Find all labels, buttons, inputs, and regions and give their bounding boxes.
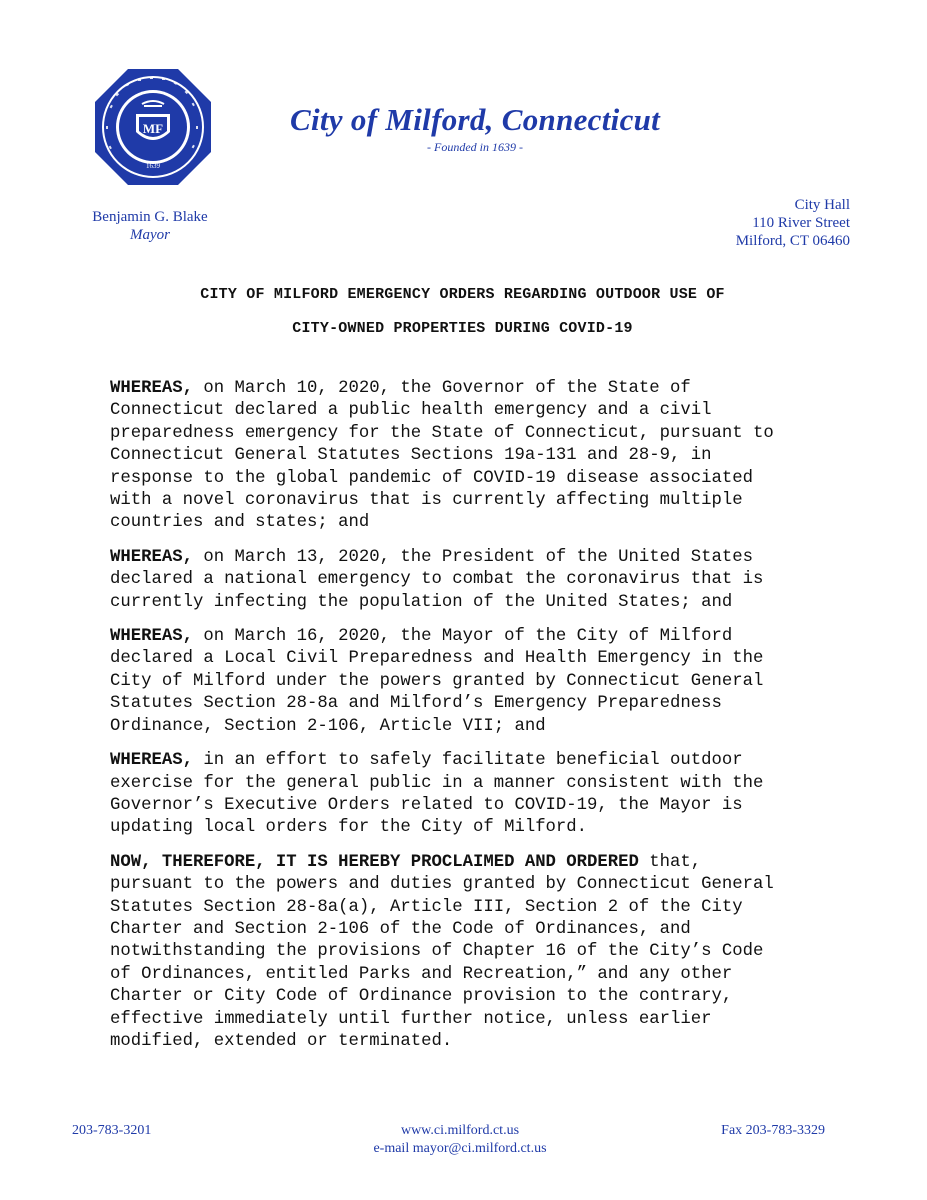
paragraph-lead: WHEREAS, [110, 627, 193, 647]
paragraph-line: with a novel coronavirus that is currently affecting multiple [110, 491, 743, 511]
paragraph-line: WHEREAS, on March 13, 2020, the President of the United States [110, 547, 753, 567]
document-title-line-2: CITY-OWNED PROPERTIES DURING COVID-19 [292, 320, 633, 337]
mayor-block [50, 208, 250, 244]
paragraph-line: effective immediately until further notice, unless earlier [110, 1009, 712, 1029]
paragraph-lead: NOW, THEREFORE, IT IS HEREBY PROCLAIMED AND ORDERED [110, 852, 639, 872]
paragraph-now-therefore [110, 852, 830, 1054]
paragraph-line: Ordinance, Section 2-106, Article VII; and [110, 716, 546, 736]
footer-phone: 203-783-3201 [72, 1123, 152, 1138]
paragraph-line: Connecticut General Statutes Sections 19a-131 and 28-9, in [110, 446, 712, 466]
paragraph-lead: WHEREAS, [110, 751, 193, 771]
paragraph-line: declared a national emergency to combat the coronavirus that is [110, 570, 764, 590]
paragraph-line: currently infecting the population of the United States; and [110, 592, 733, 612]
paragraph-whereas-3 [110, 626, 830, 738]
paragraph-line: pursuant to the powers and duties granted by Connecticut General [110, 875, 774, 895]
paragraph-line: NOW, THEREFORE, IT IS HEREBY PROCLAIMED AND ORDERED that, [110, 852, 702, 872]
paragraph-line: preparedness emergency for the State of Connecticut, pursuant to [110, 423, 774, 443]
paragraph-line: City of Milford under the powers granted by Connecticut General [110, 671, 764, 691]
paragraph-line: declared a Local Civil Preparedness and Health Emergency in the [110, 649, 764, 669]
paragraph-line: of Ordinances, entitled Parks and Recreation,” and any other [110, 964, 733, 984]
paragraph-line: modified, extended or terminated. [110, 1031, 453, 1051]
paragraph-line: exercise for the general public in a manner consistent with the [110, 773, 764, 793]
paragraph-whereas-1 [110, 378, 830, 535]
paragraph-line: Statutes Section 28-8a(a), Article III, Section 2 of the City [110, 897, 743, 917]
paragraph-line: WHEREAS, on March 10, 2020, the Governor of the State of [110, 379, 691, 398]
paragraph-line: Connecticut declared a public health emergency and a civil [110, 401, 712, 421]
letterhead [290, 102, 660, 155]
seal-monogram: MF [142, 121, 164, 136]
footer-fax: Fax 203-783-3329 [721, 1123, 825, 1138]
document-title-line-1: CITY OF MILFORD EMERGENCY ORDERS REGARDING OUTDOOR USE OF [200, 286, 725, 303]
mayor-name: Benjamin G. Blake [92, 209, 208, 225]
city-title: City of Milford, Connecticut [290, 102, 661, 137]
address-block [700, 196, 850, 250]
seal-year: 1639 [146, 162, 160, 170]
paragraph-line: Governor’s Executive Orders related to COVID-19, the Mayor is [110, 795, 743, 815]
paragraph-line: countries and states; and [110, 513, 370, 533]
mayor-title: Mayor [130, 227, 170, 243]
address-line-1: City Hall [794, 197, 850, 213]
paragraph-line: updating local orders for the City of Milford. [110, 818, 588, 838]
paragraph-line: notwithstanding the provisions of Chapter 16 of the City’s Code [110, 942, 764, 962]
paragraph-line: WHEREAS, on March 16, 2020, the Mayor of the City of Milford [110, 627, 733, 647]
footer-website-link[interactable]: www.ci.milford.ct.us [400, 1123, 520, 1138]
founded-line: - Founded in 1639 - [427, 140, 523, 154]
city-seal-icon [92, 66, 214, 188]
paragraph-line: Charter or City Code of Ordinance provision to the contrary, [110, 987, 733, 1007]
city-seal [92, 66, 214, 188]
document-body [110, 378, 830, 1065]
address-line-2: 110 River Street [752, 215, 850, 231]
paragraph-whereas-4 [110, 750, 830, 840]
paragraph-whereas-2 [110, 547, 830, 614]
address-line-3: Milford, CT 06460 [735, 233, 850, 249]
document-title [100, 278, 825, 346]
footer-contact [330, 1122, 590, 1158]
paragraph-line: response to the global pandemic of COVID-19 disease associated [110, 468, 753, 488]
footer-email-link[interactable]: e-mail mayor@ci.milford.ct.us [373, 1141, 547, 1156]
paragraph-line: Statutes Section 28-8a and Milford’s Emergency Preparedness [110, 694, 722, 714]
paragraph-line: WHEREAS, in an effort to safely facilitate beneficial outdoor [110, 751, 743, 771]
paragraph-lead: WHEREAS, [110, 379, 193, 398]
paragraph-lead: WHEREAS, [110, 547, 193, 567]
paragraph-line: Charter and Section 2-106 of the Code of Ordinances, and [110, 919, 691, 939]
